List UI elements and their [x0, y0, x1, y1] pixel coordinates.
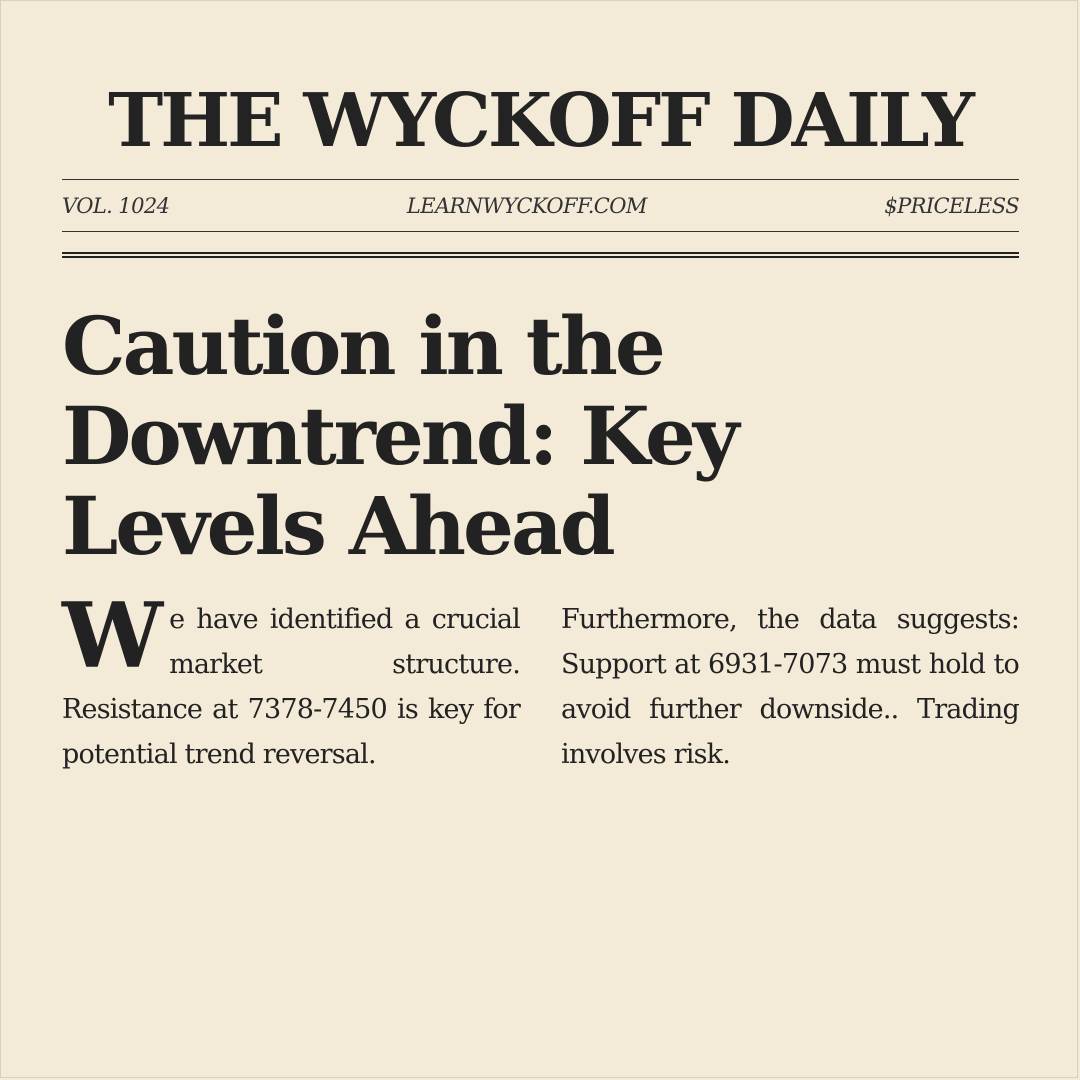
drop-cap: W [62, 583, 162, 689]
article-column-1 [62, 583, 520, 777]
article-headline: Caution in the Downtrend: Key Levels Ahead [62, 299, 737, 573]
article-columns [62, 583, 1019, 777]
article-column-2 [561, 597, 1019, 777]
masthead-bottom-rule [62, 231, 1019, 232]
masthead-info-bar [62, 180, 1019, 231]
price-label: $PRICELESS [884, 193, 1019, 218]
website-label: LEARNWYCKOFF.COM [406, 193, 647, 218]
masthead-title: THE WYCKOFF DAILY [108, 78, 972, 164]
column-1-text: e have identified a crucial market structure. Resistance at 7378-7450 is key for potential trend reversal. [62, 604, 520, 770]
masthead-double-rule [62, 252, 1019, 258]
column-2-text: Furthermore, the data suggests: Support at 6931-7073 must hold to avoid further downside.. Trading involves risk. [561, 604, 1019, 770]
volume-label: VOL. 1024 [62, 193, 170, 218]
